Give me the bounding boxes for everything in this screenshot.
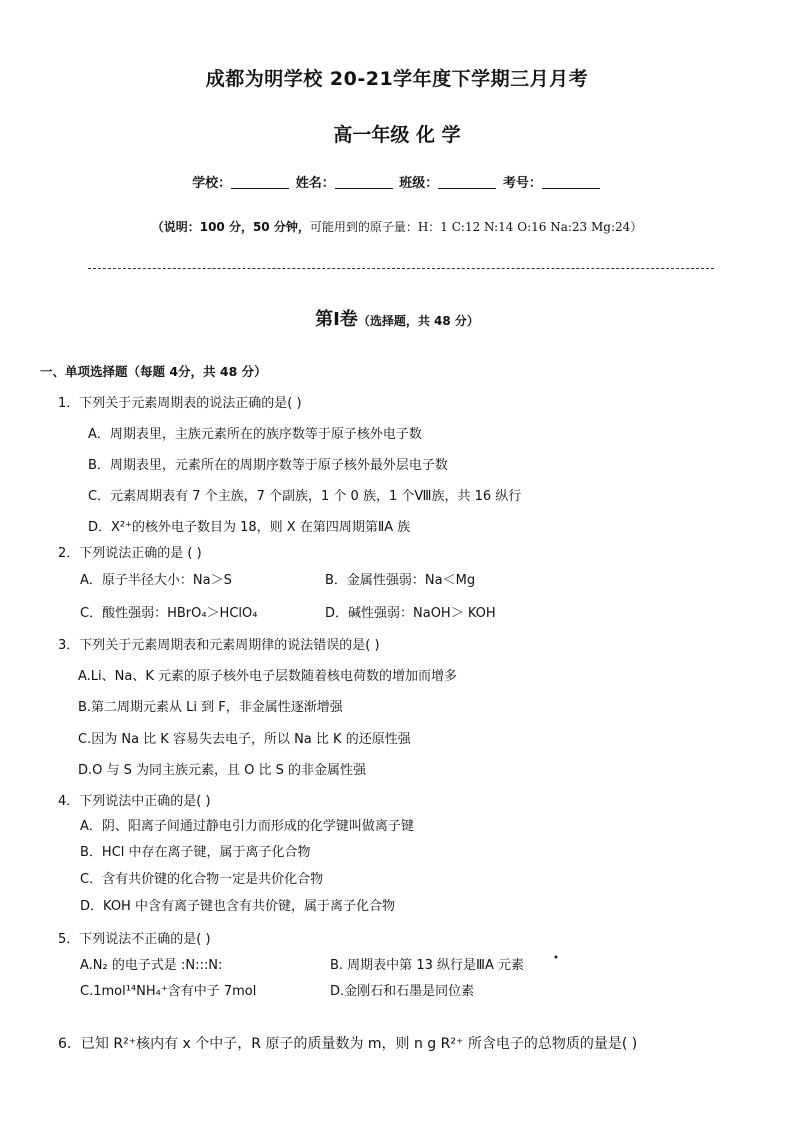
q6-stem: 6．已知 R²⁺核内有 x 个中子，R 原子的质量数为 m，则 n g R²⁺ 所含电子的总物质的量是( ): [58, 1036, 638, 1052]
exam-title: 成都为明学校 20-21学年度下学期三月月考: [205, 68, 589, 90]
q2-option-d[interactable]: D．碱性强弱：NaOH＞ KOH: [325, 606, 496, 621]
class-blank[interactable]: [438, 175, 496, 189]
q5-option-c[interactable]: C.1mol¹⁴NH₄⁺含有中子 7mol: [80, 984, 257, 999]
volume-title: 第Ⅰ卷: [315, 309, 358, 330]
note-rest: 可能用到的原子量：H：1 C:12 N:14 O:16 Na:23 Mg:24）: [309, 220, 643, 234]
exam-number-label: 考号：: [502, 176, 542, 191]
q5-option-b[interactable]: B. 周期表中第 13 纵行是ⅢA 元素: [330, 958, 524, 973]
volume-heading: [0, 305, 794, 331]
school-label: 学校：: [192, 176, 232, 191]
q3-option-d[interactable]: D.O 与 S 为同主族元素，且 O 比 S 的非金属性强: [78, 763, 367, 778]
q3-stem: 3．下列关于元素周期表和元素周期律的说法错误的是( ): [58, 638, 380, 653]
q2-option-a[interactable]: A．原子半径大小：Na＞S: [80, 573, 232, 588]
dashed-divider: [88, 268, 714, 269]
q1-option-a[interactable]: A．周期表里，主族元素所在的族序数等于原子核外电子数: [88, 427, 422, 442]
q3-option-c[interactable]: C.因为 Na 比 K 容易失去电子，所以 Na 比 K 的还原性强: [78, 732, 411, 747]
q1-option-c[interactable]: C．元素周期表有 7 个主族，7 个副族，1 个 0 族，1 个Ⅷ族，共 16 纵行: [88, 489, 522, 504]
exam-subtitle: 高一年级 化 学: [333, 124, 461, 146]
student-info-line: [0, 172, 794, 191]
name-blank[interactable]: [335, 175, 393, 189]
q5-stem: 5．下列说法不正确的是( ): [58, 932, 211, 947]
q2-stem: 2．下列说法正确的是 ( ): [58, 546, 202, 561]
q4-option-b[interactable]: B．HCl 中存在离子键，属于离子化合物: [80, 845, 311, 860]
q1-option-b[interactable]: B．周期表里，元素所在的周期序数等于原子核外最外层电子数: [88, 458, 448, 473]
q4-stem: 4．下列说法中正确的是( ): [58, 794, 211, 809]
name-label: 姓名：: [295, 176, 335, 191]
q3-option-b[interactable]: B.第二周期元素从 Li 到 F，非金属性逐渐增强: [78, 700, 343, 715]
q5-option-a[interactable]: A.N₂ 的电子式是 :N:::N:: [80, 958, 223, 973]
school-blank[interactable]: [231, 175, 289, 189]
q1-option-d[interactable]: D．X²⁺的核外电子数目为 18，则 X 在第四周期第ⅡA 族: [88, 520, 411, 535]
exam-number-blank[interactable]: [542, 175, 600, 189]
q4-option-d[interactable]: D．KOH 中含有离子键也含有共价键，属于离子化合物: [80, 899, 395, 914]
q2-option-c[interactable]: C．酸性强弱：HBrO₄＞HClO₄: [80, 606, 258, 621]
q4-option-a[interactable]: A．阴、阳离子间通过静电引力而形成的化学键叫做离子键: [80, 819, 414, 834]
section-heading: 一、单项选择题（每题 4分，共 48 分）: [40, 364, 267, 379]
q1-stem: 1．下列关于元素周期表的说法正确的是( ): [58, 396, 302, 411]
q2-option-b[interactable]: B．金属性强弱：Na＜Mg: [325, 573, 476, 588]
stray-dot-mark: •: [553, 953, 559, 964]
note-bold: （说明：100 分，50 分钟，: [151, 220, 310, 234]
volume-sub: （选择题，共 48 分）: [357, 314, 479, 328]
q3-option-a[interactable]: A.Li、Na、K 元素的原子核外电子层数随着核电荷数的增加而增多: [78, 669, 457, 684]
exam-note: [0, 218, 794, 235]
q4-option-c[interactable]: C．含有共价键的化合物一定是共价化合物: [80, 872, 324, 887]
class-label: 班级：: [399, 176, 439, 191]
q5-option-d[interactable]: D.金刚石和石墨是同位素: [330, 984, 475, 999]
